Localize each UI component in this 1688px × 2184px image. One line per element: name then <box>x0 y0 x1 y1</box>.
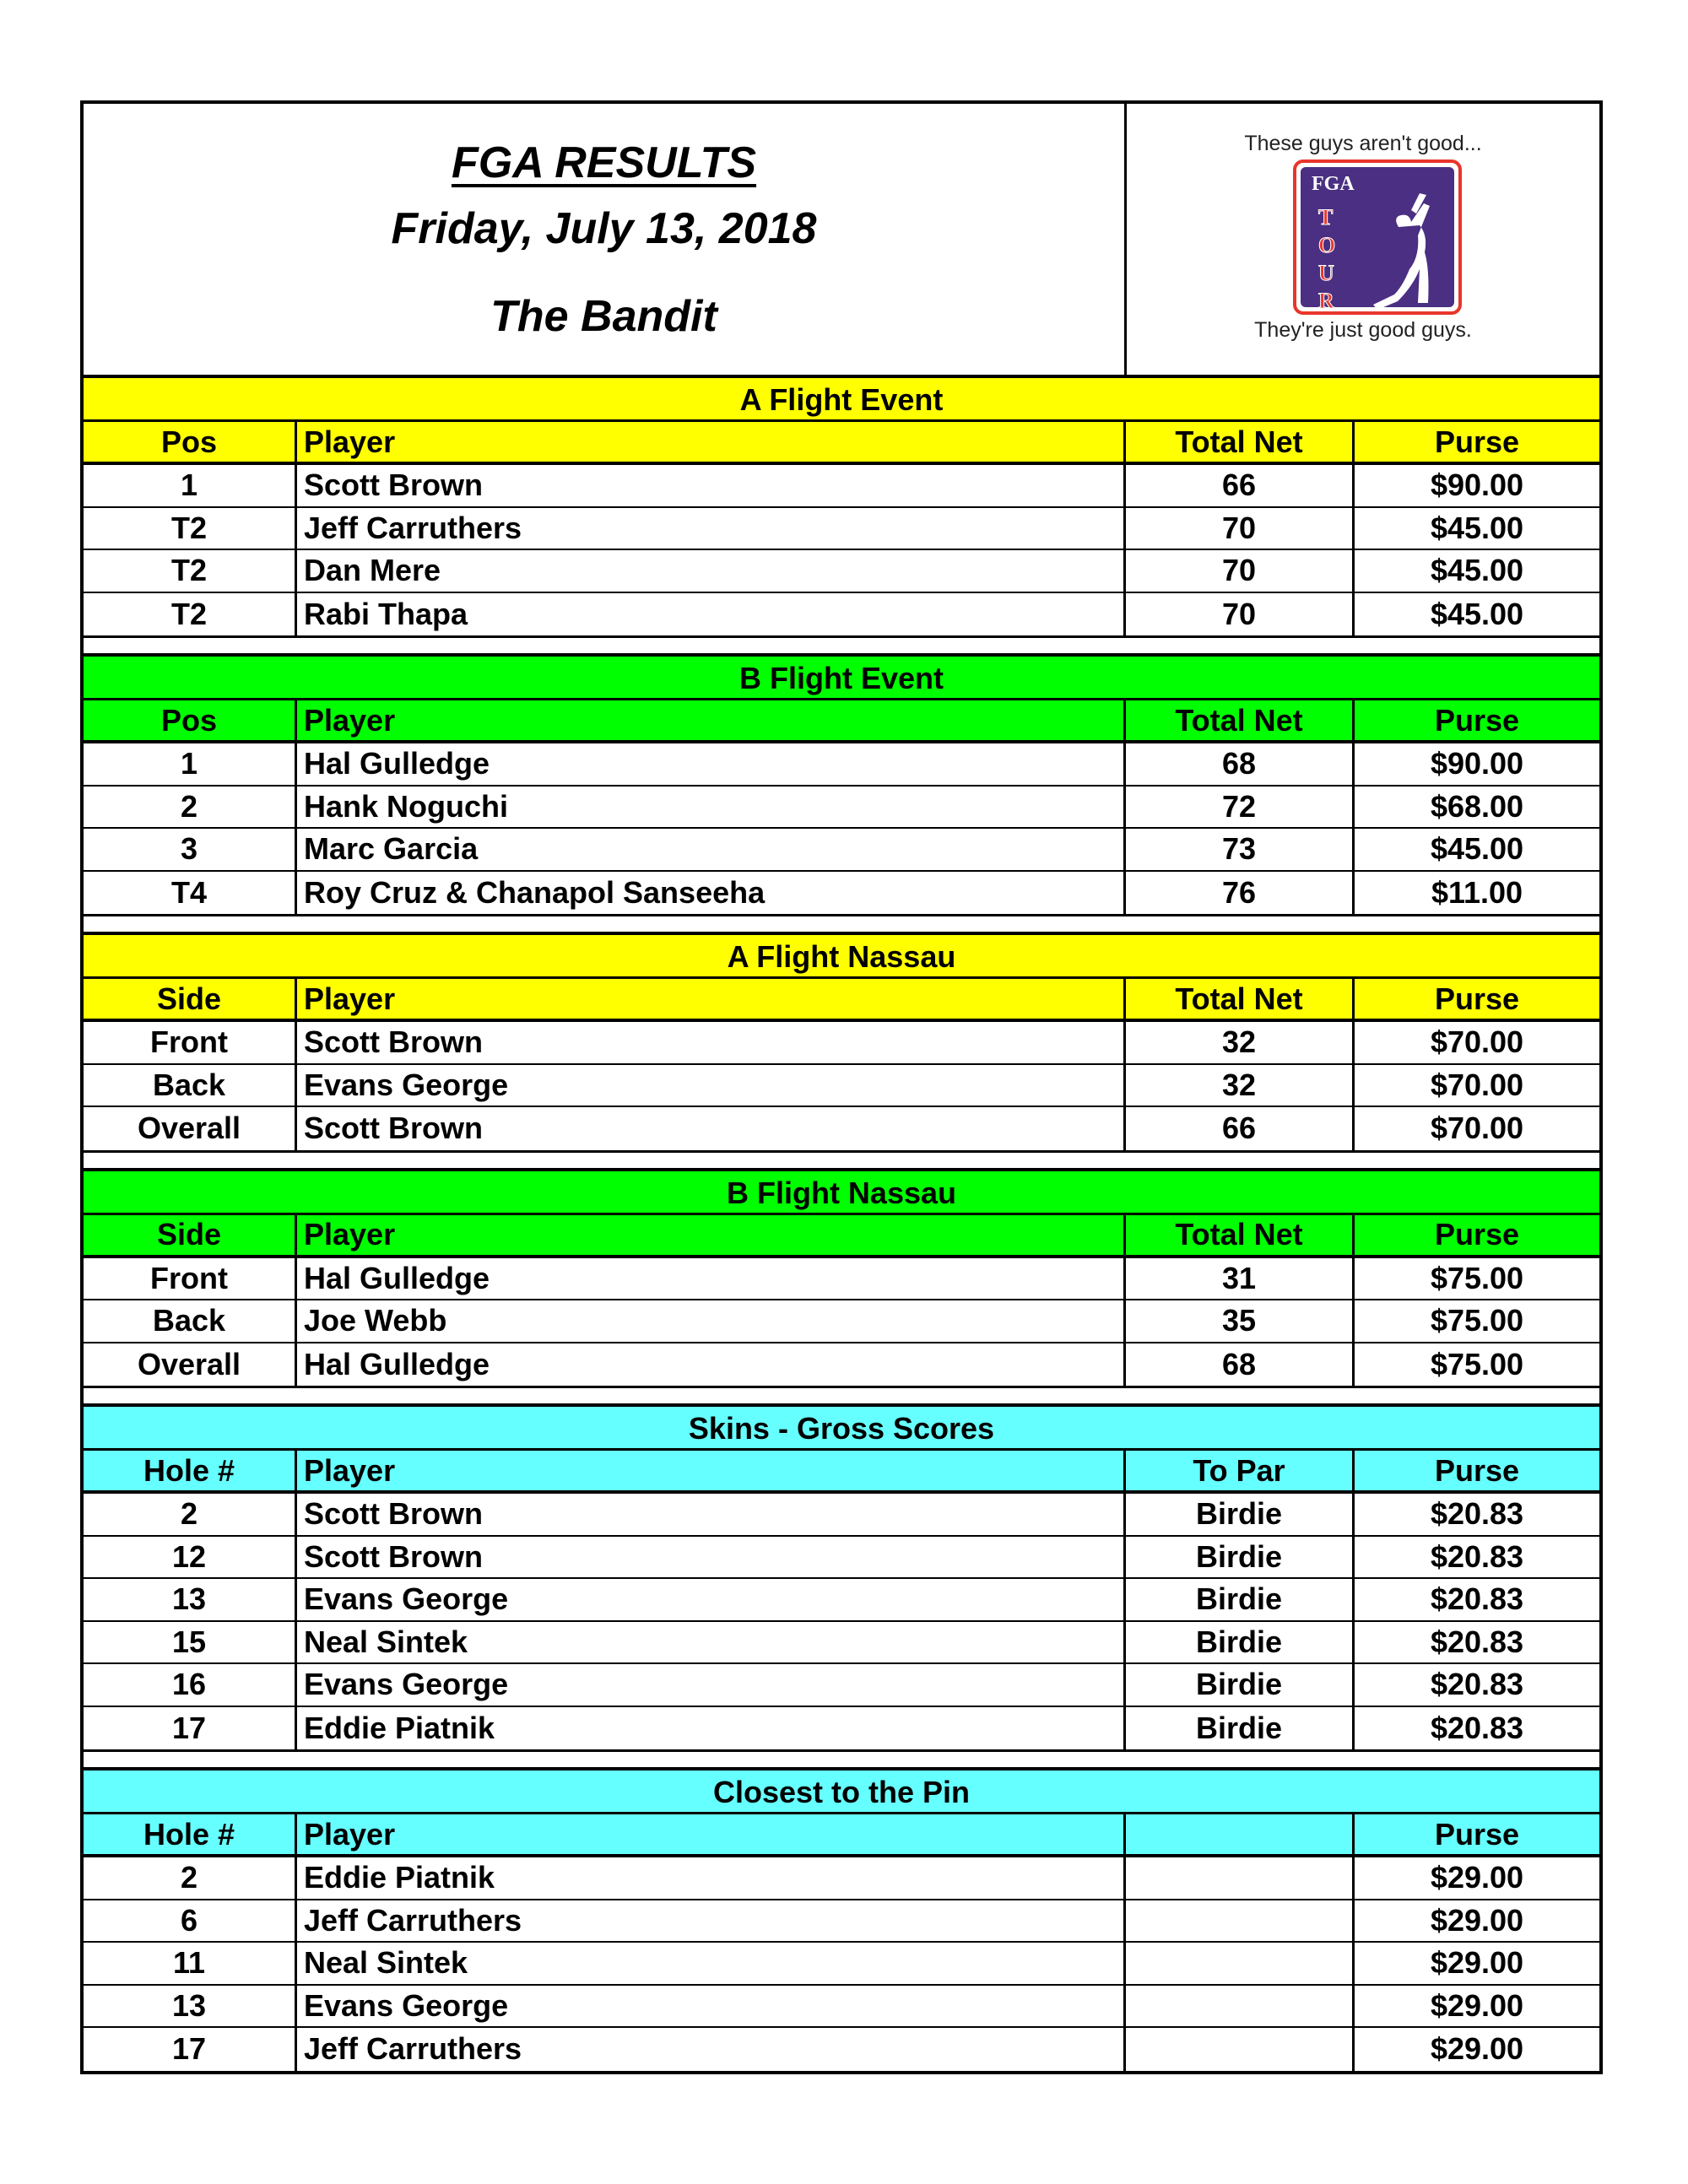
col-header-player: Player <box>297 1814 1126 1854</box>
col-header-purse: Purse <box>1434 1217 1520 1251</box>
rank-cell: 16 <box>84 1664 297 1706</box>
col-header-rank: Hole # <box>84 1451 297 1490</box>
col-header-purse: Purse <box>1434 424 1520 459</box>
rank-cell: 2 <box>84 1857 297 1899</box>
score-cell <box>1126 1900 1355 1942</box>
col-header-rank: Pos <box>84 422 297 462</box>
purse-cell: $45.00 <box>1430 553 1524 588</box>
rank-cell: 2 <box>84 787 297 828</box>
column-header-row <box>84 1451 1599 1494</box>
player-cell: Hank Noguchi <box>297 787 1126 828</box>
score-cell: Birdie <box>1126 1664 1355 1706</box>
results-table <box>84 1407 1599 1749</box>
purse-cell: $90.00 <box>1430 468 1524 503</box>
score-cell: Birdie <box>1126 1707 1355 1750</box>
table-row <box>84 743 1599 787</box>
score-cell: Birdie <box>1126 1537 1355 1578</box>
score-cell <box>1126 1857 1355 1899</box>
course-name: The Bandit <box>490 292 717 341</box>
rank-cell: Back <box>84 1300 297 1342</box>
player-cell: Evans George <box>297 1986 1126 2027</box>
col-header-rank: Hole # <box>84 1814 297 1854</box>
logo-block <box>1127 104 1599 375</box>
player-cell: Dan Mere <box>297 550 1126 592</box>
table-row <box>84 787 1599 830</box>
score-cell: 32 <box>1126 1065 1355 1106</box>
score-cell: 76 <box>1126 872 1355 915</box>
player-cell: Hal Gulledge <box>297 1343 1126 1387</box>
purse-cell: $29.00 <box>1430 1902 1524 1938</box>
player-cell: Neal Sintek <box>297 1943 1126 1984</box>
col-header-purse: Purse <box>1434 981 1520 1016</box>
player-cell: Scott Brown <box>297 465 1126 506</box>
section-divider <box>84 1749 1599 1770</box>
column-header-row <box>84 1814 1599 1857</box>
score-cell: 70 <box>1126 550 1355 592</box>
player-cell: Neal Sintek <box>297 1622 1126 1663</box>
purse-cell: $45.00 <box>1430 596 1524 631</box>
player-cell: Jeff Carruthers <box>297 2028 1126 2071</box>
score-cell: 66 <box>1126 465 1355 506</box>
rank-cell: 3 <box>84 829 297 870</box>
purse-cell: $45.00 <box>1430 831 1524 867</box>
rank-cell: 11 <box>84 1943 297 1984</box>
table-row <box>84 1494 1599 1537</box>
score-cell: 70 <box>1126 593 1355 636</box>
player-cell: Jeff Carruthers <box>297 508 1126 549</box>
results-table <box>84 1171 1599 1387</box>
score-cell: 72 <box>1126 787 1355 828</box>
col-header-score: To Par <box>1126 1451 1355 1490</box>
purse-cell: $75.00 <box>1430 1260 1524 1295</box>
table-row <box>84 593 1599 636</box>
score-cell <box>1126 2028 1355 2071</box>
col-header-rank: Side <box>84 1215 297 1255</box>
rank-cell: Overall <box>84 1107 297 1150</box>
results-table <box>84 935 1599 1150</box>
table-row <box>84 1107 1599 1150</box>
player-cell: Eddie Piatnik <box>297 1707 1126 1750</box>
player-cell: Evans George <box>297 1579 1126 1620</box>
rank-cell: Front <box>84 1258 297 1300</box>
col-header-score: Total Net <box>1126 700 1355 740</box>
rank-cell: 1 <box>84 743 297 785</box>
section-divider <box>84 914 1599 935</box>
rank-cell: 17 <box>84 2028 297 2071</box>
player-cell: Scott Brown <box>297 1107 1126 1150</box>
rank-cell: 12 <box>84 1537 297 1578</box>
logo-tagline-bottom: They're just good guys. <box>1254 318 1472 342</box>
player-cell: Scott Brown <box>297 1537 1126 1578</box>
score-cell <box>1126 1943 1355 1984</box>
purse-cell: $90.00 <box>1430 746 1524 781</box>
purse-cell: $29.00 <box>1430 2031 1524 2067</box>
player-cell: Roy Cruz & Chanapol Sanseeha <box>297 872 1126 915</box>
purse-cell: $20.83 <box>1430 1538 1524 1574</box>
event-date: Friday, July 13, 2018 <box>391 204 817 253</box>
purse-cell: $29.00 <box>1430 1945 1524 1981</box>
rank-cell: 15 <box>84 1622 297 1663</box>
column-header-row <box>84 1215 1599 1258</box>
table-row <box>84 465 1599 508</box>
purse-cell: $70.00 <box>1430 1067 1524 1102</box>
purse-cell: $29.00 <box>1430 1860 1524 1895</box>
rank-cell: 17 <box>84 1707 297 1750</box>
rank-cell: Overall <box>84 1343 297 1387</box>
logo-letter: R <box>1318 289 1334 313</box>
table-row <box>84 1943 1599 1986</box>
table-row <box>84 550 1599 593</box>
table-row <box>84 1986 1599 2029</box>
player-cell: Hal Gulledge <box>297 1258 1126 1300</box>
table-row <box>84 1065 1599 1108</box>
col-header-purse: Purse <box>1434 1452 1520 1488</box>
score-cell: 70 <box>1126 508 1355 549</box>
logo-letter: O <box>1318 233 1336 257</box>
player-cell: Marc Garcia <box>297 829 1126 870</box>
score-cell: 31 <box>1126 1258 1355 1300</box>
col-header-score: Total Net <box>1126 979 1355 1019</box>
col-header-player: Player <box>297 979 1126 1019</box>
table-row <box>84 2028 1599 2071</box>
purse-cell: $68.00 <box>1430 788 1524 824</box>
results-sections <box>84 378 1599 2071</box>
purse-cell: $70.00 <box>1430 1111 1524 1146</box>
purse-cell: $20.83 <box>1430 1496 1524 1532</box>
page-title-text: FGA RESULTS <box>451 138 757 187</box>
purse-cell: $20.83 <box>1430 1581 1524 1617</box>
score-cell: Birdie <box>1126 1579 1355 1620</box>
col-header-player: Player <box>297 1215 1126 1255</box>
table-row <box>84 1857 1599 1900</box>
rank-cell: T2 <box>84 550 297 592</box>
col-header-purse: Purse <box>1434 1816 1520 1852</box>
table-row <box>84 1707 1599 1750</box>
purse-cell: $11.00 <box>1431 874 1523 910</box>
col-header-score: Total Net <box>1126 422 1355 462</box>
score-cell: 32 <box>1126 1022 1355 1063</box>
player-cell: Scott Brown <box>297 1494 1126 1535</box>
col-header-player: Player <box>297 700 1126 740</box>
score-cell: 68 <box>1126 1343 1355 1387</box>
col-header-score: Total Net <box>1126 1215 1355 1255</box>
col-header-purse: Purse <box>1434 702 1520 738</box>
player-cell: Eddie Piatnik <box>297 1857 1126 1899</box>
section-divider <box>84 1150 1599 1171</box>
logo-text-top: FGA <box>1312 173 1355 195</box>
table-row <box>84 1022 1599 1065</box>
column-header-row <box>84 979 1599 1022</box>
score-cell: 73 <box>1126 829 1355 870</box>
rank-cell: Front <box>84 1022 297 1063</box>
rank-cell: 1 <box>84 465 297 506</box>
section-title: B Flight Nassau <box>84 1171 1599 1215</box>
player-cell: Rabi Thapa <box>297 593 1126 636</box>
purse-cell: $20.83 <box>1430 1710 1524 1745</box>
section-title: Closest to the Pin <box>84 1770 1599 1814</box>
score-cell <box>1126 1986 1355 2027</box>
table-row <box>84 1579 1599 1622</box>
purse-cell: $45.00 <box>1430 510 1524 545</box>
table-row <box>84 1258 1599 1301</box>
player-cell: Jeff Carruthers <box>297 1900 1126 1942</box>
column-header-row <box>84 422 1599 465</box>
rank-cell: 13 <box>84 1986 297 2027</box>
rank-cell: T2 <box>84 593 297 636</box>
player-cell: Joe Webb <box>297 1300 1126 1342</box>
logo-letter: T <box>1318 205 1334 230</box>
title-block <box>84 104 1127 375</box>
results-table <box>84 378 1599 635</box>
col-header-player: Player <box>297 422 1126 462</box>
logo-letter: U <box>1318 261 1334 285</box>
col-header-rank: Pos <box>84 700 297 740</box>
score-cell: Birdie <box>1126 1622 1355 1663</box>
table-row <box>84 872 1599 915</box>
rank-cell: T2 <box>84 508 297 549</box>
table-row <box>84 1664 1599 1707</box>
table-row <box>84 508 1599 551</box>
score-cell: 68 <box>1126 743 1355 785</box>
table-row <box>84 1900 1599 1943</box>
results-table <box>84 1770 1599 2071</box>
table-row <box>84 829 1599 872</box>
rank-cell: 2 <box>84 1494 297 1535</box>
results-table <box>84 657 1599 914</box>
section-divider <box>84 1386 1599 1407</box>
purse-cell: $29.00 <box>1430 1987 1524 2023</box>
player-cell: Scott Brown <box>297 1022 1126 1063</box>
section-title: A Flight Nassau <box>84 935 1599 979</box>
player-cell: Evans George <box>297 1065 1126 1106</box>
logo-tagline-top: These guys aren't good... <box>1244 132 1482 155</box>
header <box>84 104 1599 378</box>
player-cell: Hal Gulledge <box>297 743 1126 785</box>
rank-cell: T4 <box>84 872 297 915</box>
section-title: A Flight Event <box>84 378 1599 422</box>
fga-tour-logo-icon <box>1293 159 1462 315</box>
section-title: B Flight Event <box>84 657 1599 700</box>
score-cell: 35 <box>1126 1300 1355 1342</box>
col-header-player: Player <box>297 1451 1126 1490</box>
score-cell: 66 <box>1126 1107 1355 1150</box>
col-header-score <box>1126 1814 1355 1854</box>
rank-cell: 6 <box>84 1900 297 1942</box>
score-cell: Birdie <box>1126 1494 1355 1535</box>
section-title: Skins - Gross Scores <box>84 1407 1599 1451</box>
rank-cell: Back <box>84 1065 297 1106</box>
purse-cell: $20.83 <box>1430 1667 1524 1702</box>
purse-cell: $20.83 <box>1430 1624 1524 1659</box>
purse-cell: $75.00 <box>1430 1346 1524 1381</box>
rank-cell: 13 <box>84 1579 297 1620</box>
table-row <box>84 1537 1599 1580</box>
table-row <box>84 1343 1599 1387</box>
player-cell: Evans George <box>297 1664 1126 1706</box>
col-header-rank: Side <box>84 979 297 1019</box>
results-sheet <box>80 100 1603 2074</box>
section-divider <box>84 635 1599 657</box>
table-row <box>84 1300 1599 1343</box>
purse-cell: $75.00 <box>1430 1303 1524 1338</box>
page-title <box>84 138 1124 188</box>
column-header-row <box>84 700 1599 743</box>
purse-cell: $70.00 <box>1430 1024 1524 1060</box>
table-row <box>84 1622 1599 1665</box>
